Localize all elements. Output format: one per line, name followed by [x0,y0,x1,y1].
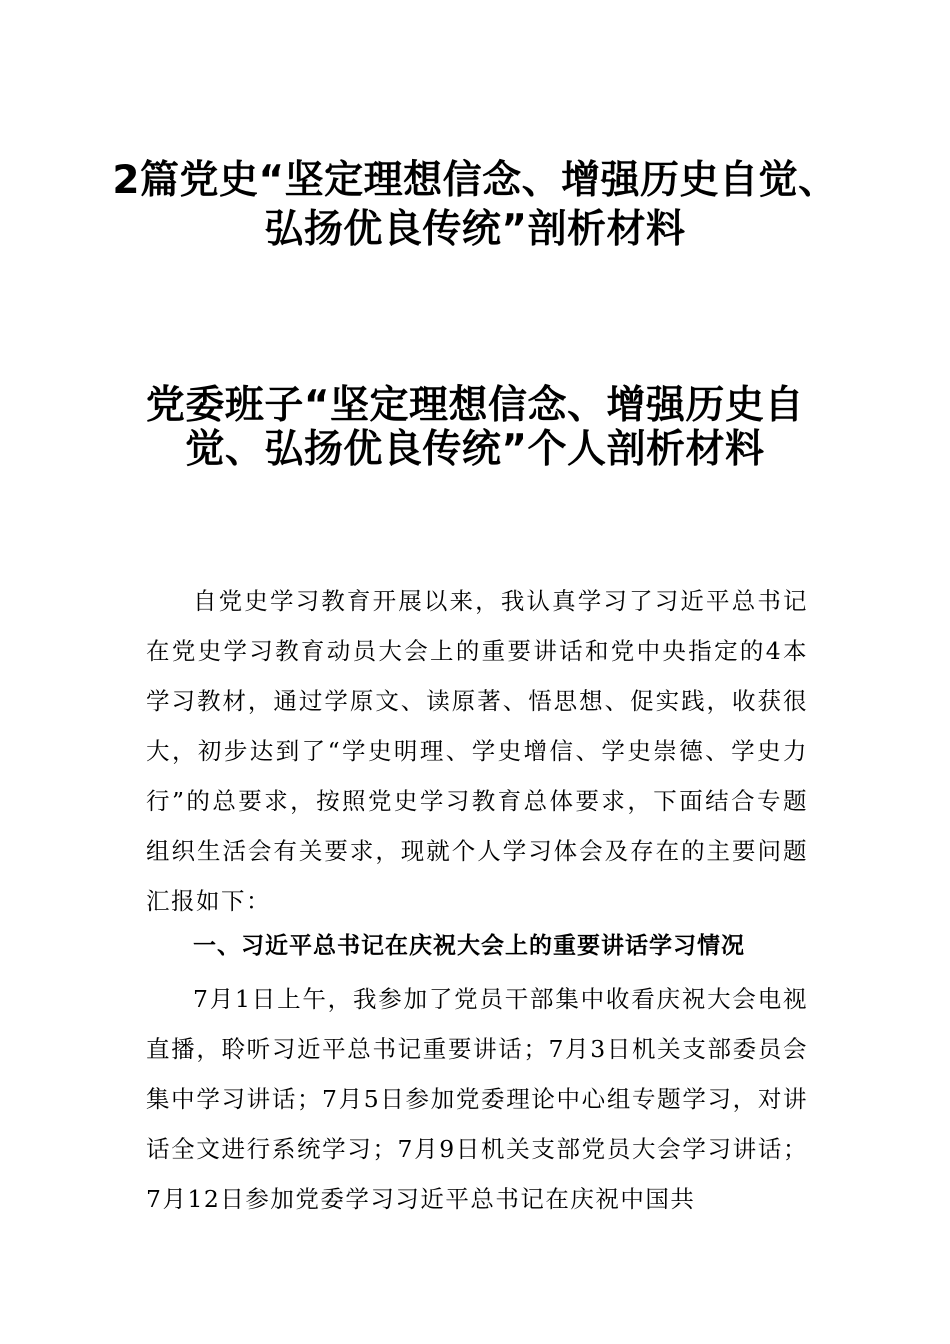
section-1-paragraph: 7月1日上午，我参加了党员干部集中收看庆祝大会电视直播，聆听习近平总书记重要讲话；7月3日机关支部委员会集中学习讲话；7月5日参加党委理论中心组专题学习，对讲话全文进行系统学习；7月9日机关支部党员大会学习讲话；7月12日参加党委学习习近平总书记在庆祝中国共 [146,985,808,1213]
intro-paragraph: 自党史学习教育开展以来，我认真学习了习近平总书记在党史学习教育动员大会上的重要讲话和党中央指定的4本学习教材，通过学原文、读原著、悟思想、促实践，收获很大，初步达到了“学史明理、学史增信、学史崇德、学史力行”的总要求，按照党史学习教育总体要求，下面结合专题组织生活会有关要求，现就个人学习体会及存在的主要问题汇报如下： [146,587,808,915]
section-heading-1: 一、习近平总书记在庆祝大会上的重要讲话学习情况 [193,933,745,959]
sub-title: 党委班子“坚定理想信念、增强历史自觉、弘扬优良传统”个人剖析材料 [145,383,805,472]
main-title: 2篇党史“坚定理想信念、增强历史自觉、弘扬优良传统”剖析材料 [112,158,838,252]
